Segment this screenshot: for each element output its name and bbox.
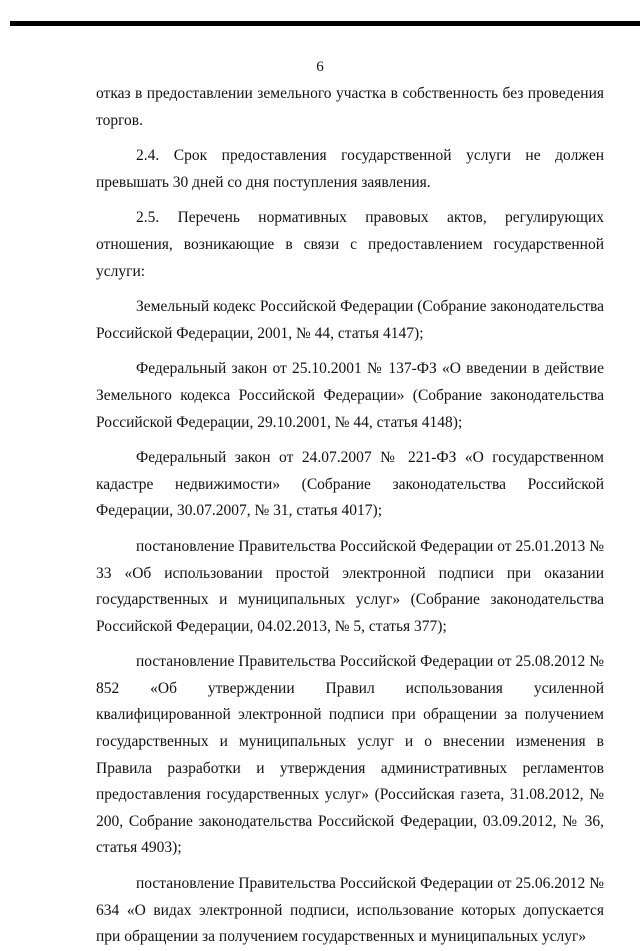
page-number: 6 — [316, 59, 324, 75]
paragraph-resolution-33: постановление Правительства Российской Федерации от 25.01.2013 № 33 «Об использовании простой электронной подписи при оказании государственных и муниципальных услуг» (Собрание законодательства Российской Федерации, 04.02.2013, № 5, статья 377); — [96, 537, 604, 635]
paragraph-2-5-legal-acts: 2.5. Перечень нормативных правовых актов, регулирующих отношения, возникающие в связи с предоставлением государственной услуги: — [96, 209, 604, 280]
paragraph-federal-law-137: Федеральный закон от 25.10.2001 № 137-ФЗ «О введении в действие Земельного кодекса Российской Федерации» (Собрание законодательства Российской Федерации, 29.10.2001, № 44, статья 4148); — [96, 360, 604, 431]
paragraph-2-4-service-term: 2.4. Срок предоставления государственной услуги не должен превышать 30 дней со дня поступления заявления. — [96, 147, 604, 191]
header-rule — [10, 21, 640, 26]
paragraph-land-code: Земельный кодекс Российской Федерации (Собрание законодательства Российской Федерации, 2001, № 44, статья 4147); — [96, 298, 604, 342]
paragraph-resolution-634: постановление Правительства Российской Федерации от 25.06.2012 № 634 «О видах электронной подписи, использование которых допускается при обращении за получением государственных и муниципальных услуг» — [96, 875, 604, 946]
paragraph-resolution-852: постановление Правительства Российской Федерации от 25.08.2012 № 852 «Об утверждении Правил использования усиленной квалифицированной электронной подписи при обращении за получением государственных и муниципальных услуг и о внесении изменения в Правила разработки и утверждения административных регламентов предоставления государственных услуг» (Российская газета, 31.08.2012, № 200, Собрание законодательства Российской Федерации, 03.09.2012, № 36, статья 4903); — [96, 653, 604, 857]
document-body — [96, 81, 604, 951]
paragraph-federal-law-221: Федеральный закон от 24.07.2007 № 221-ФЗ «О государственном кадастре недвижимости» (Собрание законодательства Российской Федерации, 30.07.2007, № 31, статья 4017); — [96, 449, 604, 520]
paragraph-refusal-continuation: отказ в предоставлении земельного участка в собственность без проведения торгов. — [96, 85, 604, 129]
